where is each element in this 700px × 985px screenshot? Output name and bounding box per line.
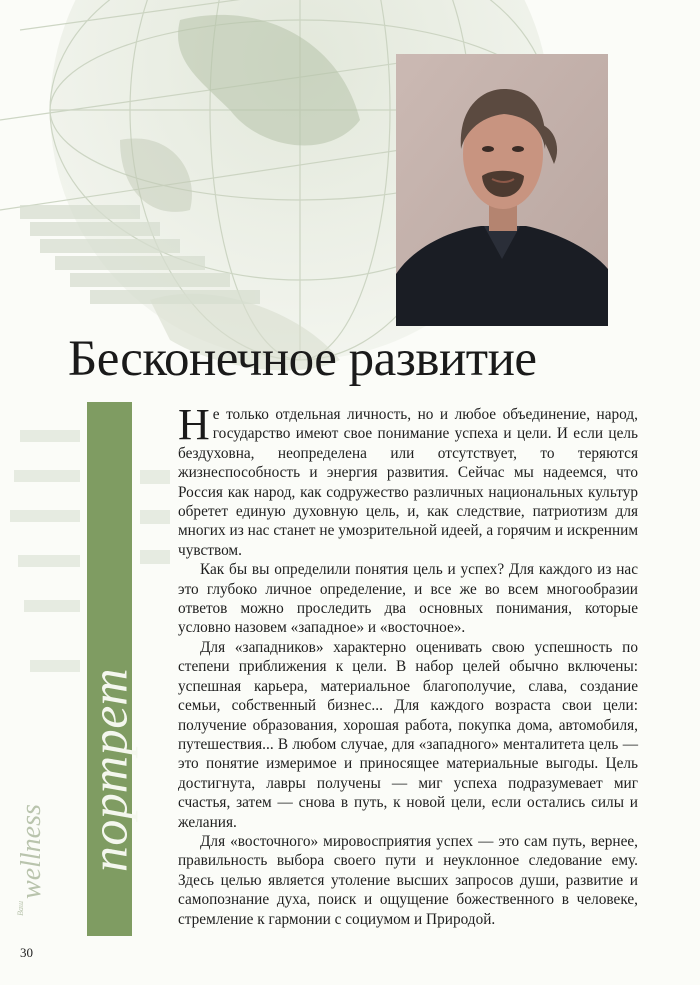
portrait-illustration [396, 54, 608, 326]
article-title: Бесконечное развитие [68, 331, 537, 387]
brand-logo [16, 804, 48, 916]
portrait-photo [396, 54, 608, 326]
paragraph-4: Для «восточного» мировосприятия успех — это сам путь, вернее, правильность выбора своего пути и неуклонное следование ему. Здесь целью является утоление высших запросов души, развитие и самопознание духа, поиск и ощущение божественного в человеке, стремление к гармонии с социумом и Природой. [178, 832, 638, 928]
paragraph-3: Для «западников» характерно оценивать свою успешность по степени приближения к цели. В набор целей обычно включены: успешная карьера, материальное благополучие, слава, создание семьи, собственный бизнес... Для каждого возраста свои цели: получение образования, хорошая работа, покупка дома, автомобиля, путешествия... В любом случае, для «западного» менталитета цель — это понятие измеримое и приносящее материальные выгоды. Цель достигнута, лавры получены — миг успеха подразумевает миг счастья, затем — снова в путь, к новой цели, если остались силы и желания. [178, 638, 638, 831]
paragraph-2: Как бы вы определили понятия цель и успех? Для каждого из нас это глубоко личное определение, и все же во всем многообразии ответов можно проследить два основных понимания, которые условно назовем «западное» и «восточное». [178, 561, 638, 637]
paragraph-1 [178, 400, 638, 560]
paragraph-1-text: е только отдельная личность, но и любое объединение, народ, государство имеют свое понимание успеха и цели. И если цель бездуховна, неопределена или отсутствует, то теряются жизнеспособность и энергия развития. Сейчас мы надеемся, что Россия как народ, как содружество различных национальных культур обретет единую духовную цель, и, как следствие, патриотизм для многих из нас станет не умозрительной идеей, а горячим и искренним чувством. [178, 406, 638, 559]
section-label: портрет [81, 667, 139, 873]
brand-prefix: Ваш [16, 900, 25, 916]
page-number: 30 [20, 945, 33, 960]
article-body [178, 400, 638, 929]
drop-cap: Н [178, 400, 210, 449]
brand-name: wellness [16, 804, 47, 899]
